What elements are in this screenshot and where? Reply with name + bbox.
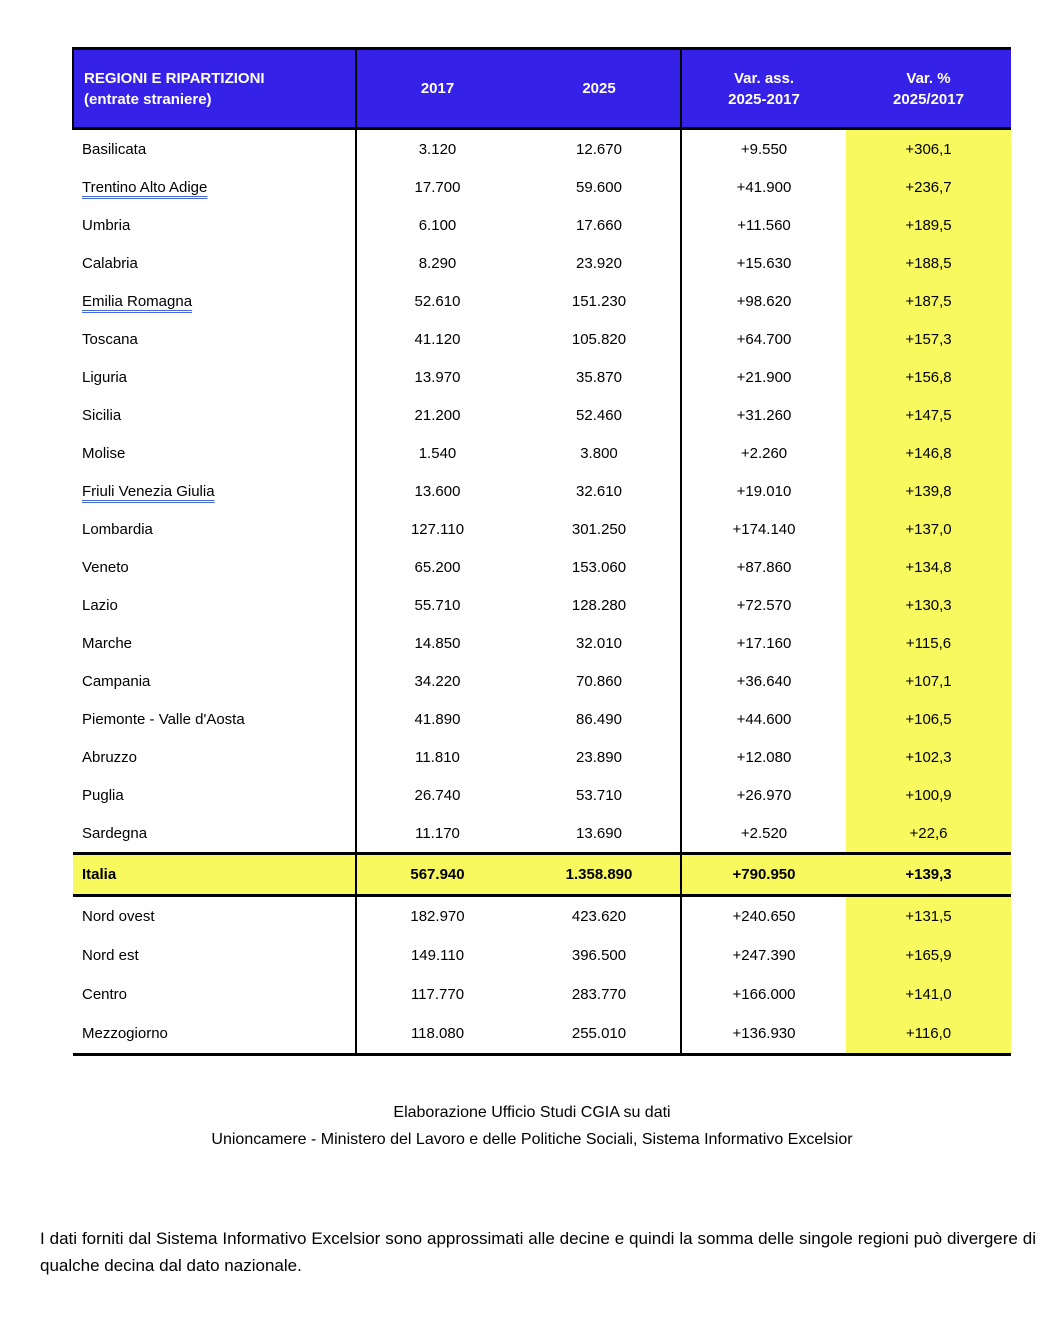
region-name: Umbria [82, 216, 131, 234]
regions-table [72, 47, 1011, 1056]
area-name: Nord est [82, 947, 139, 964]
var-pct: +236,7 [846, 168, 1011, 206]
value-2017: 17.700 [414, 178, 461, 196]
value-2025: 52.460 [518, 396, 681, 434]
var-abs: +26.970 [736, 786, 792, 804]
region-name-cell [73, 282, 356, 320]
region-name-cell [73, 396, 356, 434]
header-2025: 2025 [518, 49, 681, 129]
area-row [73, 1014, 1011, 1055]
var-abs: +87.860 [736, 558, 792, 576]
region-name-cell [73, 434, 356, 472]
var-pct: +22,6 [846, 814, 1011, 854]
table-row [73, 776, 1011, 814]
value-2025: 12.670 [518, 129, 681, 169]
table-header-row [73, 49, 1011, 129]
value-2017: 117.770 [410, 986, 465, 1003]
region-name-cell [73, 510, 356, 548]
table-row [73, 700, 1011, 738]
source-caption [0, 1099, 1064, 1153]
var-abs: +21.900 [736, 368, 792, 386]
value-2025: 59.600 [518, 168, 681, 206]
region-name-cell [73, 320, 356, 358]
var-abs: +12.080 [736, 748, 792, 766]
var-pct: +187,5 [846, 282, 1011, 320]
area-name-cell [73, 975, 356, 1014]
var-pct: +147,5 [846, 396, 1011, 434]
var-pct: +188,5 [846, 244, 1011, 282]
table-row [73, 510, 1011, 548]
region-name: Sicilia [82, 406, 122, 424]
var-pct: +116,0 [846, 1014, 1011, 1055]
header-var-pct-line2: 2025/2017 [893, 90, 964, 108]
region-name-cell [73, 168, 356, 206]
var-abs: +98.620 [736, 292, 792, 310]
value-2017: 8.290 [418, 254, 457, 272]
var-abs: +64.700 [736, 330, 792, 348]
region-name: Lazio [82, 596, 118, 614]
var-abs: +174.140 [732, 520, 796, 538]
area-row [73, 936, 1011, 975]
value-2025: 53.710 [518, 776, 681, 814]
region-name: Puglia [82, 786, 124, 804]
value-2025: 32.610 [518, 472, 681, 510]
header-var-ass [681, 49, 846, 129]
var-pct: +130,3 [846, 586, 1011, 624]
region-name: Trentino Alto Adige [82, 178, 208, 196]
table-row [73, 168, 1011, 206]
region-name: Emilia Romagna [82, 292, 193, 310]
region-name: Basilicata [82, 140, 147, 158]
value-2025: 255.010 [518, 1014, 681, 1055]
var-pct: +189,5 [846, 206, 1011, 244]
var-abs: +247.390 [732, 947, 796, 964]
value-2025: 396.500 [518, 936, 681, 975]
value-2017: 1.540 [418, 444, 457, 462]
var-pct: +165,9 [846, 936, 1011, 975]
value-2017: 11.810 [415, 748, 460, 766]
value-2025: 151.230 [518, 282, 681, 320]
var-pct: +139,8 [846, 472, 1011, 510]
value-2025: 13.690 [518, 814, 681, 854]
value-2025: 3.800 [518, 434, 681, 472]
var-abs: +2.520 [740, 824, 788, 842]
value-2017: 127.110 [410, 520, 465, 538]
total-2025: 1.358.890 [518, 854, 681, 896]
source-caption-line2: Unioncamere - Ministero del Lavoro e delle Politiche Sociali, Sistema Informativo Excelsior [211, 1131, 853, 1148]
region-name: Molise [82, 444, 126, 462]
var-pct: +115,6 [846, 624, 1011, 662]
region-name-cell [73, 244, 356, 282]
var-pct: +131,5 [846, 896, 1011, 937]
region-name: Sardegna [82, 824, 148, 842]
region-name: Friuli Venezia Giulia [82, 482, 215, 500]
source-caption-line1: Elaborazione Ufficio Studi CGIA su dati [393, 1104, 671, 1121]
region-name-cell [73, 206, 356, 244]
table-row [73, 396, 1011, 434]
var-abs: +36.640 [736, 672, 792, 690]
value-2017: 21.200 [414, 406, 461, 424]
header-region-line1: REGIONI E RIPARTIZIONI [84, 69, 265, 87]
table-row [73, 244, 1011, 282]
value-2025: 32.010 [518, 624, 681, 662]
value-2025: 153.060 [518, 548, 681, 586]
area-name-cell [73, 1014, 356, 1055]
total-var-pct: +139,3 [846, 854, 1011, 896]
region-name-cell [73, 129, 356, 169]
footnote: I dati forniti dal Sistema Informativo Excelsior sono approssimati alle decine e quindi la somma delle singole regioni può divergere di qualche decina dal dato nazionale. [40, 1229, 1036, 1275]
region-name: Piemonte - Valle d'Aosta [82, 710, 245, 728]
table-row [73, 738, 1011, 776]
header-var-pct-line1: Var. % [906, 69, 951, 87]
value-2025: 35.870 [518, 358, 681, 396]
var-abs: +44.600 [736, 710, 792, 728]
var-abs: +19.010 [736, 482, 792, 500]
header-region-column [73, 49, 356, 129]
table-row [73, 586, 1011, 624]
var-abs: +136.930 [681, 1014, 846, 1055]
value-2017: 65.200 [414, 558, 461, 576]
value-2017: 55.710 [414, 596, 461, 614]
value-2017: 41.890 [414, 710, 461, 728]
area-name-cell [73, 896, 356, 937]
region-name-cell [73, 586, 356, 624]
value-2017: 52.610 [414, 292, 461, 310]
value-2025: 423.620 [518, 896, 681, 937]
value-2025: 105.820 [518, 320, 681, 358]
table-row [73, 129, 1011, 169]
region-name: Veneto [82, 558, 129, 576]
header-var-pct [846, 49, 1011, 129]
total-name-cell [73, 854, 356, 896]
var-pct: +156,8 [846, 358, 1011, 396]
value-2017: 26.740 [414, 786, 461, 804]
region-name-cell [73, 776, 356, 814]
var-abs: +31.260 [736, 406, 792, 424]
table-row [73, 624, 1011, 662]
area-row [73, 975, 1011, 1014]
value-2025: 86.490 [518, 700, 681, 738]
table-row [73, 206, 1011, 244]
region-name: Abruzzo [82, 748, 138, 766]
value-2017: 11.170 [415, 824, 460, 842]
var-abs: +9.550 [740, 140, 788, 158]
var-pct: +157,3 [846, 320, 1011, 358]
value-2017: 14.850 [414, 634, 461, 652]
var-abs: +41.900 [736, 178, 792, 196]
region-name-cell [73, 738, 356, 776]
value-2025: 301.250 [518, 510, 681, 548]
table-row [73, 282, 1011, 320]
document-page [0, 47, 1064, 1324]
value-2025: 70.860 [518, 662, 681, 700]
total-name: Italia [82, 866, 117, 883]
total-2017: 567.940 [356, 854, 518, 896]
value-2025: 23.920 [518, 244, 681, 282]
value-2017: 13.970 [414, 368, 461, 386]
value-2025: 23.890 [518, 738, 681, 776]
region-name-cell [73, 548, 356, 586]
value-2017: 3.120 [418, 140, 457, 158]
var-pct: +100,9 [846, 776, 1011, 814]
value-2017: 149.110 [410, 947, 465, 964]
region-name: Lombardia [82, 520, 153, 538]
region-name: Calabria [82, 254, 138, 272]
area-name: Centro [82, 986, 128, 1003]
table-row [73, 358, 1011, 396]
value-2025: 17.660 [518, 206, 681, 244]
var-pct: +102,3 [846, 738, 1011, 776]
var-abs: +240.650 [732, 908, 796, 925]
area-name-cell [73, 936, 356, 975]
table-row [73, 434, 1011, 472]
value-2017: 41.120 [414, 330, 461, 348]
table-row [73, 548, 1011, 586]
var-pct: +306,1 [846, 129, 1011, 169]
header-2017: 2017 [356, 49, 518, 129]
total-var-abs: +790.950 [681, 854, 846, 896]
value-2017: 118.080 [356, 1014, 518, 1055]
header-var-ass-line2: 2025-2017 [728, 90, 800, 108]
var-abs: +17.160 [736, 634, 792, 652]
var-abs: +11.560 [737, 216, 791, 234]
region-name-cell [73, 624, 356, 662]
var-abs: +72.570 [736, 596, 792, 614]
area-name: Nord ovest [82, 908, 155, 925]
value-2017: 6.100 [418, 216, 457, 234]
var-pct: +141,0 [846, 975, 1011, 1014]
region-name-cell [73, 358, 356, 396]
region-name: Toscana [82, 330, 138, 348]
value-2025: 128.280 [518, 586, 681, 624]
area-name: Mezzogiorno [82, 1025, 168, 1042]
region-name-cell [73, 700, 356, 738]
region-name: Liguria [82, 368, 128, 386]
var-abs: +166.000 [732, 986, 796, 1003]
value-2025: 283.770 [518, 975, 681, 1014]
table-row [73, 662, 1011, 700]
var-abs: +2.260 [740, 444, 788, 462]
var-pct: +107,1 [846, 662, 1011, 700]
var-pct: +134,8 [846, 548, 1011, 586]
area-row [73, 896, 1011, 937]
var-pct: +106,5 [846, 700, 1011, 738]
table-row [73, 320, 1011, 358]
total-row-italia [73, 854, 1011, 896]
region-name: Marche [82, 634, 133, 652]
value-2017: 13.600 [414, 482, 461, 500]
var-pct: +137,0 [846, 510, 1011, 548]
var-abs: +15.630 [736, 254, 792, 272]
region-name-cell [73, 472, 356, 510]
value-2017: 182.970 [410, 908, 465, 925]
var-pct: +146,8 [846, 434, 1011, 472]
table-row [73, 472, 1011, 510]
region-name-cell [73, 814, 356, 854]
header-region-line2: (entrate straniere) [84, 90, 212, 108]
region-name-cell [73, 662, 356, 700]
table-row [73, 814, 1011, 854]
header-var-ass-line1: Var. ass. [733, 69, 795, 87]
value-2017: 34.220 [414, 672, 461, 690]
region-name: Campania [82, 672, 151, 690]
